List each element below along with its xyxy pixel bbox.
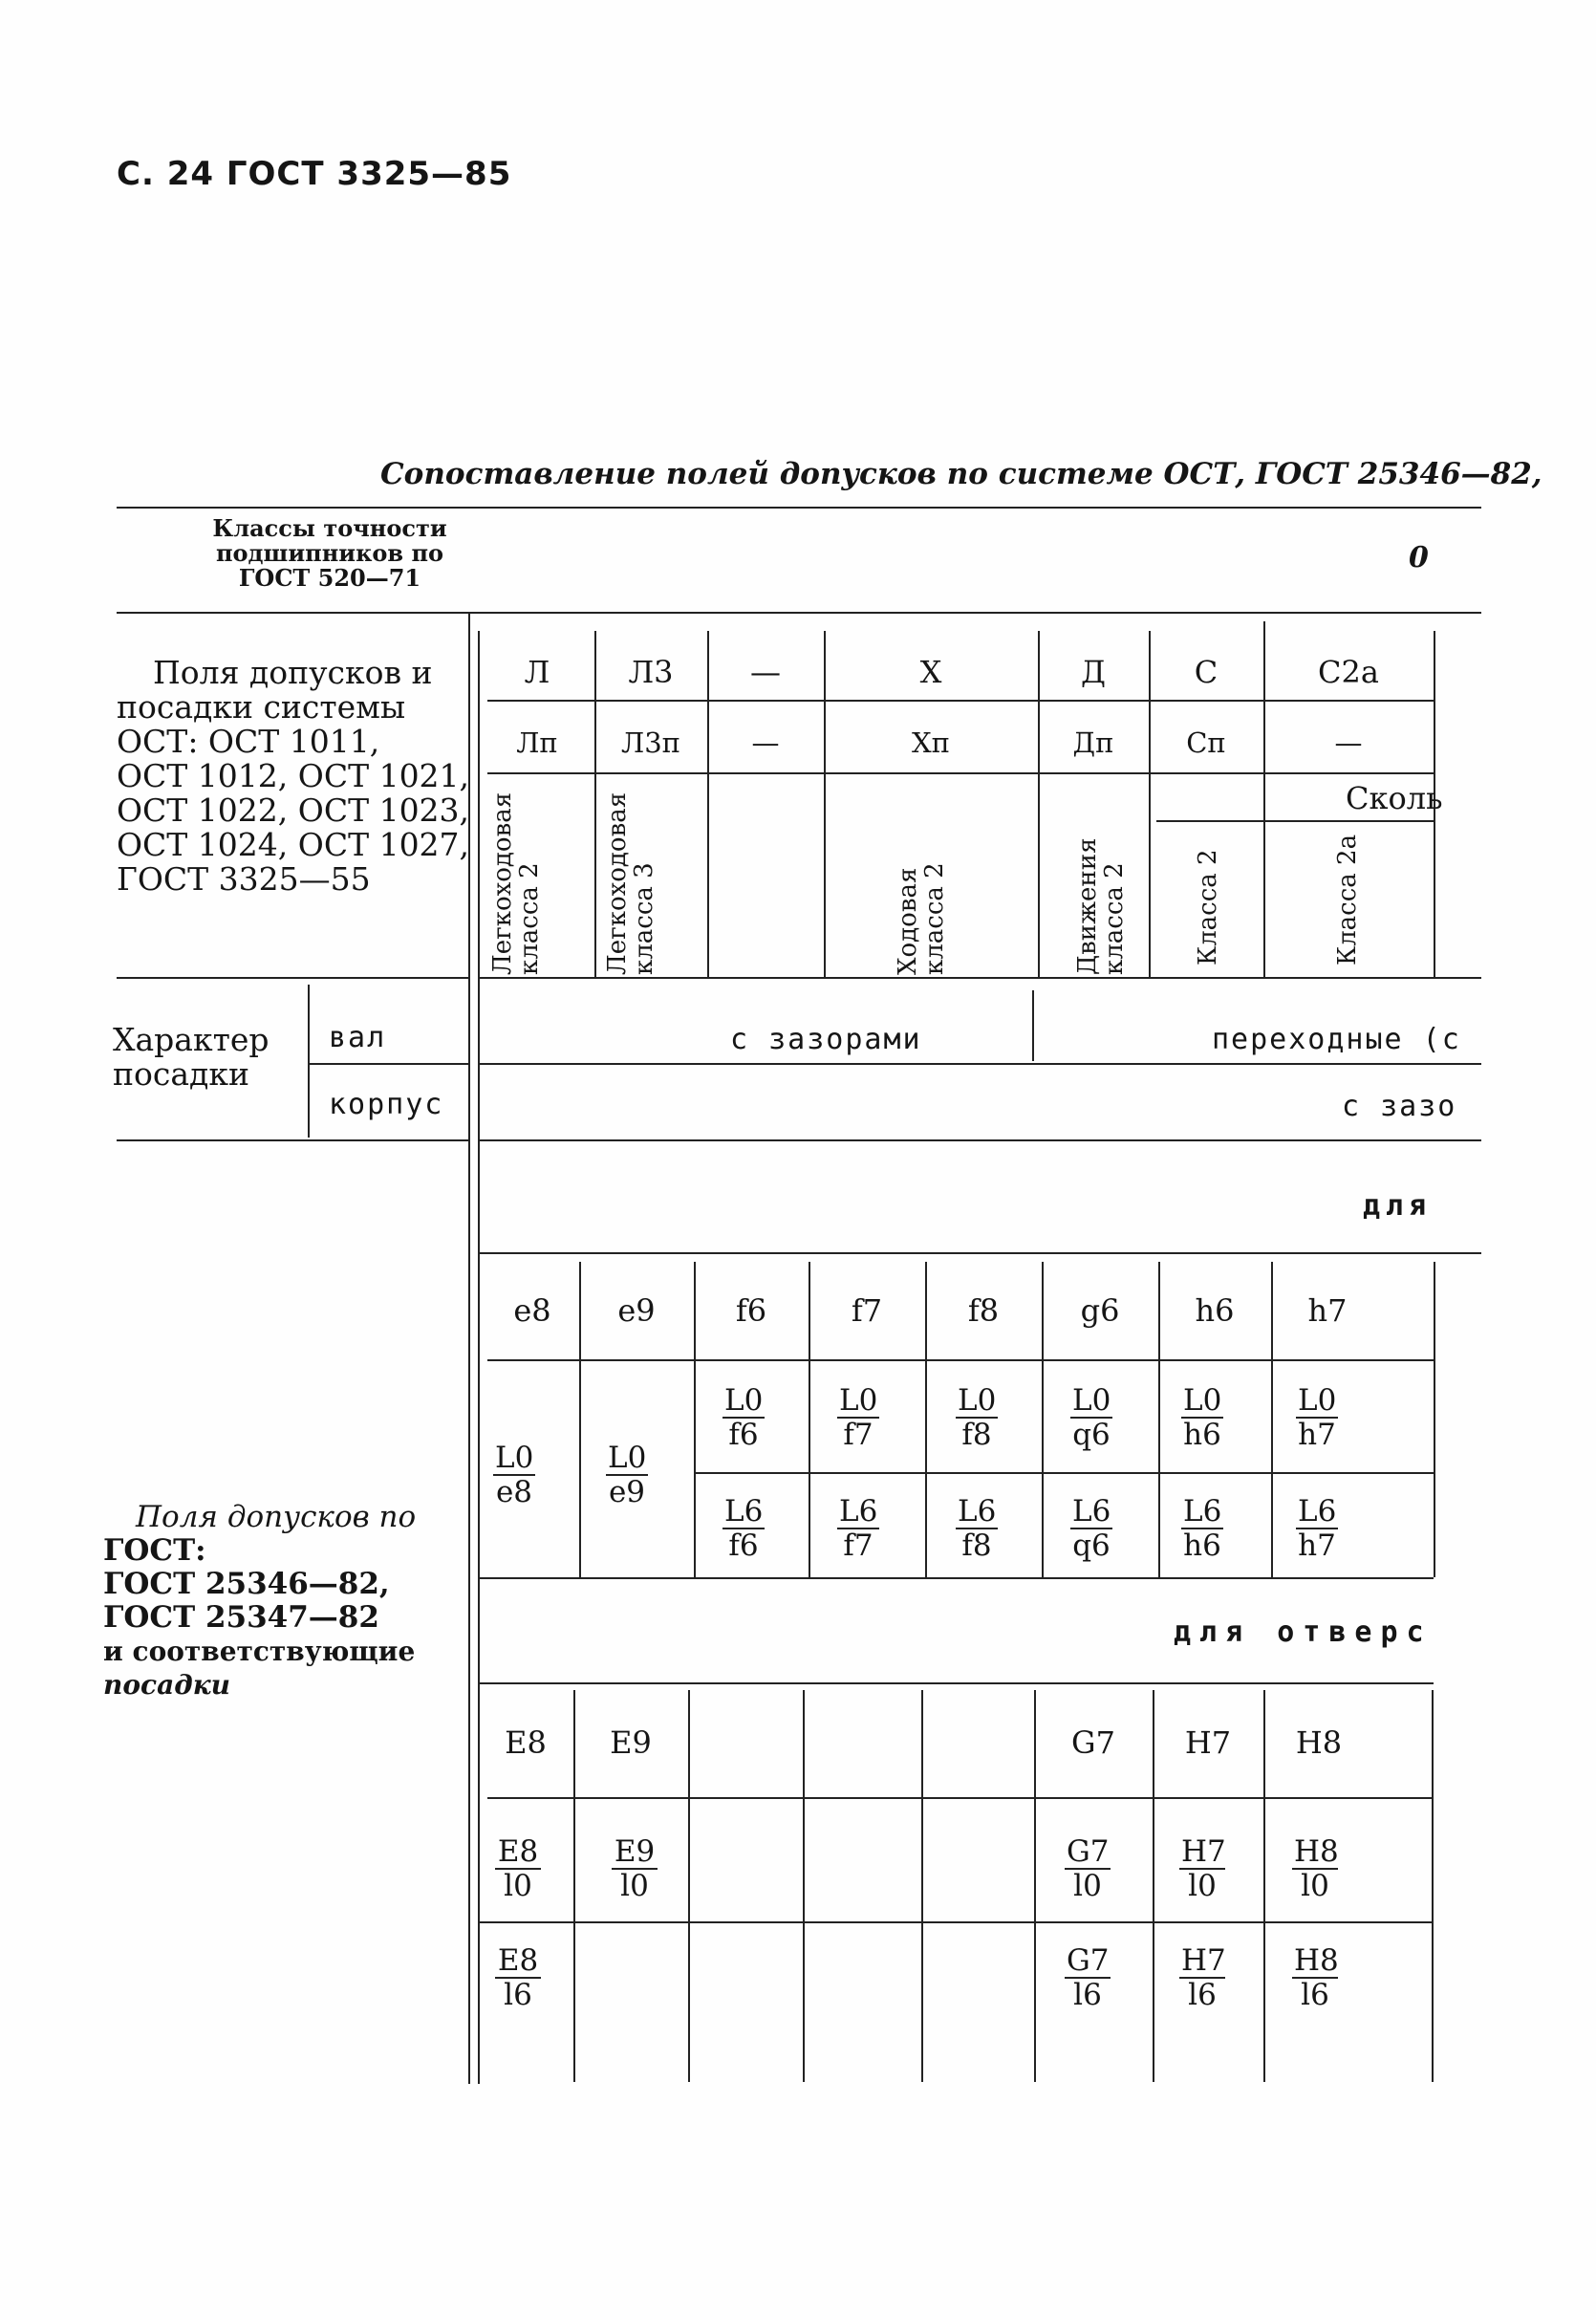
shaft-fit-l0: $\frac{L0}{e9}$	[608, 1441, 647, 1509]
ost-group-label: Сколь	[1346, 780, 1443, 816]
hole-fit-l6: $\frac{H8}{l6}$	[1294, 1943, 1339, 2012]
hole-field: H8	[1295, 1724, 1343, 1761]
shaft-fit-l0: $\frac{L0}{q6}$	[1072, 1383, 1111, 1452]
hole-heading: для отверс	[1174, 1615, 1433, 1649]
shaft-field: h6	[1195, 1292, 1235, 1329]
hole-fit-l0: $\frac{H7}{l0}$	[1181, 1834, 1226, 1903]
shaft-fit-l0: $\frac{L0}{e8}$	[495, 1441, 534, 1509]
hole-fit-l6: $\frac{G7}{l6}$	[1067, 1943, 1110, 2012]
fit-name-vertical: Движения класса 2	[1073, 837, 1129, 975]
ost-row2-cell: Хп	[912, 726, 950, 759]
fit-name-vertical: Класса 2а	[1333, 834, 1362, 965]
table-title: Сопоставление полей допусков по системе ОСТ, ГОСТ 25346—82,	[380, 457, 1542, 491]
shaft-field: g6	[1080, 1292, 1120, 1329]
ost-row1-cell: Х	[919, 654, 942, 690]
shaft-field: f8	[967, 1292, 1000, 1329]
page-header: С. 24 ГОСТ 3325—85	[117, 155, 512, 193]
hole-fit-l0: $\frac{E9}{l0}$	[612, 1835, 658, 1902]
shaft-fit-l0: $\frac{L0}{h7}$	[1298, 1383, 1337, 1452]
shaft-fit-l0: $\frac{L0}{f7}$	[839, 1383, 878, 1452]
fit-name-vertical: Легкоходовая класса 2	[488, 791, 544, 975]
bearing-class-value: 0	[1409, 541, 1429, 575]
fit-name-vertical: Класса 2	[1194, 849, 1222, 965]
hole-field: G7	[1071, 1724, 1115, 1761]
gost-label: Поля допусков по ГОСТ: ГОСТ 25346—82, ГОСТ 25347—82 и соответствующие посадки	[103, 1500, 417, 1701]
shaft-transition: переходные (с	[1212, 1023, 1461, 1056]
hole-fit-l6: $\frac{H7}{l6}$	[1181, 1943, 1226, 2012]
ost-row1-cell: Д	[1080, 654, 1106, 690]
shaft-field: f6	[735, 1292, 767, 1329]
shaft-field: f7	[851, 1292, 883, 1329]
ost-row2-cell: —	[751, 726, 780, 759]
shaft-fit-l0: $\frac{L0}{f8}$	[958, 1383, 997, 1452]
hole-field: E9	[610, 1724, 652, 1761]
housing-clearance: с зазо	[1342, 1090, 1457, 1123]
fit-character-label: Характер посадки	[113, 1021, 270, 1093]
shaft-clearance: с зазорами	[730, 1023, 922, 1056]
ost-row2-cell: —	[1334, 726, 1363, 759]
shaft-fit-l6: $\frac{L6}{f6}$	[724, 1494, 764, 1563]
shaft-fit-l6: $\frac{L6}{h7}$	[1298, 1494, 1337, 1563]
ost-row2-cell: Л3п	[621, 726, 680, 759]
ost-row1-cell: Л	[524, 654, 550, 690]
ost-row1-cell: С2а	[1318, 654, 1379, 690]
hole-fit-l6: $\frac{E8}{l6}$	[495, 1944, 541, 2011]
shaft-field: e8	[513, 1292, 551, 1329]
shaft-label: вал	[329, 1021, 387, 1054]
shaft-field: h7	[1307, 1292, 1348, 1329]
ost-row2-cell: Дп	[1072, 726, 1114, 759]
ost-row1-cell: С	[1194, 654, 1219, 690]
housing-label: корпус	[329, 1088, 444, 1121]
bearing-class-label: Классы точности подшипников по ГОСТ 520—71	[212, 514, 447, 592]
ost-row1-cell: Л3	[628, 654, 674, 690]
shaft-fit-l6: $\frac{L6}{f7}$	[839, 1494, 878, 1563]
shaft-fit-l6: $\frac{L6}{f8}$	[958, 1494, 997, 1563]
shaft-fit-l6: $\frac{L6}{h6}$	[1183, 1494, 1222, 1563]
hole-fit-l0: $\frac{H8}{l0}$	[1294, 1834, 1339, 1903]
shaft-heading: для	[1363, 1189, 1433, 1223]
shaft-fit-l0: $\frac{L0}{f6}$	[724, 1383, 764, 1452]
shaft-field: e9	[617, 1292, 656, 1329]
ost-row1-cell: —	[750, 654, 781, 690]
hole-field: E8	[505, 1724, 547, 1761]
hole-fit-l0: $\frac{E8}{l0}$	[495, 1835, 541, 1902]
ost-label: Поля допусков и посадки системы ОСТ: ОСТ 1011, ОСТ 1012, ОСТ 1021, ОСТ 1022, ОСТ 1023, ОСТ 1024, ОСТ 1027, ГОСТ 3325—55	[117, 654, 470, 898]
fit-name-vertical: Ходовая класса 2	[894, 862, 949, 975]
ost-row2-cell: Сп	[1186, 726, 1226, 759]
hole-fit-l0: $\frac{G7}{l0}$	[1067, 1834, 1110, 1903]
shaft-fit-l0: $\frac{L0}{h6}$	[1183, 1383, 1222, 1452]
ost-row2-cell: Лп	[516, 726, 558, 759]
fit-name-vertical: Легкоходовая класса 3	[603, 791, 658, 975]
hole-field: H7	[1184, 1724, 1232, 1761]
shaft-fit-l6: $\frac{L6}{q6}$	[1072, 1494, 1111, 1563]
